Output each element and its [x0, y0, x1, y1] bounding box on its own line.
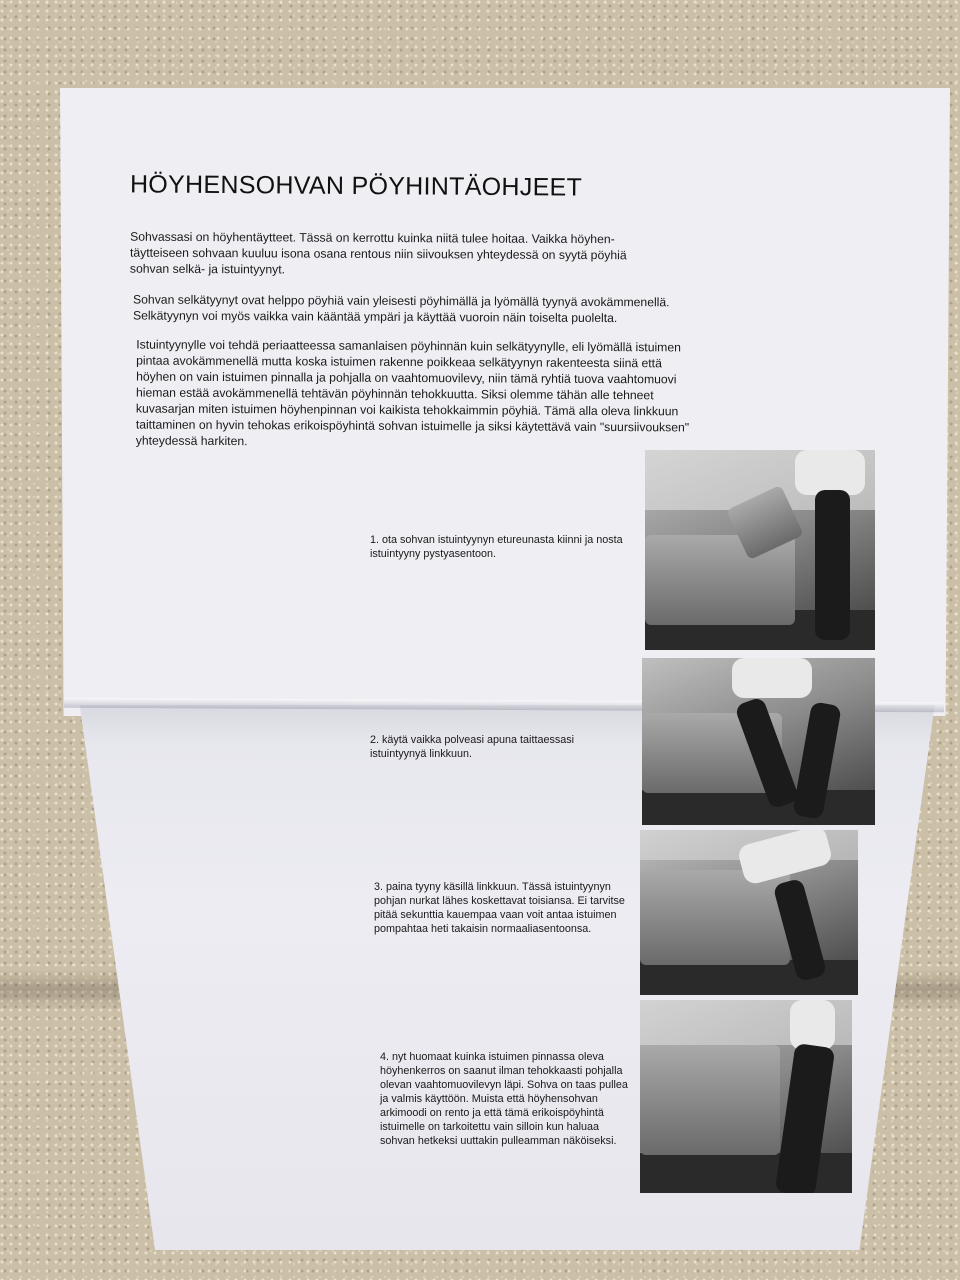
- step-4-text: 4. nyt huomaat kuinka istuimen pinnassa oleva höyhenkerros on saanut ilman tehokkaasti pohjalla olevan vaahtomuovilevyn läpi. Sohva on taas pullea ja valmis käyttöön. Muista että höyhensohvan arkimoodi on rento ja että tämä erikoispöyhintä istuimelle on tarkoitettu vain silloin kun haluaa sohvan hetkeksi uuttakin pulleamman näköiseksi.: [380, 1051, 628, 1147]
- step-2-text: 2. käytä vaikka polveasi apuna taittaessasi istuintyynyä linkkuun.: [370, 734, 575, 760]
- step-4-photo: [640, 1000, 852, 1193]
- seat-cushion-paragraph: Istuintyynylle voi tehdä periaatteessa samanlaisen pöyhinnän kuin selkätyynylle, eli lyömällä istuimen pintaa avokämmenellä mutta koska istuimen rakenne poikkeaa selkätyynyn rakenteesta siinä että höyhen on vain istuimen pinnalla ja pohjalla on vaahtomuovilevy, niin tämä ryhtiä tuova vaahtomuovi hieman estää avokämmenellä tehtävän pöyhinnän tehokkuutta. Siksi olemme tähän alle tehneet kuvasarjan miten istuimen höyhenpinnan voi kaikista tehokkaimmin pöyhiä. Tämä alla oleva linkkuun taittaminen on hyvin tehokas erikoispöyhintä sohvan istuimelle ja siksi käytettävä vain "suursiivouksen" yhteydessä harkiten.: [135, 337, 690, 449]
- step-3-photo: [640, 830, 858, 995]
- back-cushion-paragraph: Sohvan selkätyynyt ovat helppo pöyhiä vain yleisesti pöyhimällä ja lyömällä tyynyä avokämmenellä. Selkätyynyn voi myös vaikka vain kääntää ympäri ja käyttää vuoroin näin toiselta puolelta.: [132, 292, 670, 326]
- step-2-photo: [642, 658, 875, 825]
- step-3-text: 3. paina tyyny käsillä linkkuun. Tässä istuintyynyn pohjan nurkat lähes koskettavat toisiansa. Ei tarvitse pitää sekunttia kauempaa vaan voit antaa istuimen pompahtaa heti takaisin normaaliasentoonsa.: [374, 881, 625, 935]
- step-1-text: 1. ota sohvan istuintyynyn etureunasta kiinni ja nosta istuintyyny pystyasentoon.: [370, 534, 623, 560]
- document-title: HÖYHENSOHVAN PÖYHINTÄOHJEET: [129, 170, 583, 202]
- intro-paragraph: Sohvassasi on höyhentäytteet. Tässä on kerrottu kuinka niitä tulee hoitaa. Vaikka höyhen- täytteiseen sohvaan kuuluu isona osana rentous niin siivouksen yhteydessä on syytä pöyhiä sohvan selkä- ja istuintyynyt.: [129, 229, 627, 277]
- step-1-photo: [645, 450, 875, 650]
